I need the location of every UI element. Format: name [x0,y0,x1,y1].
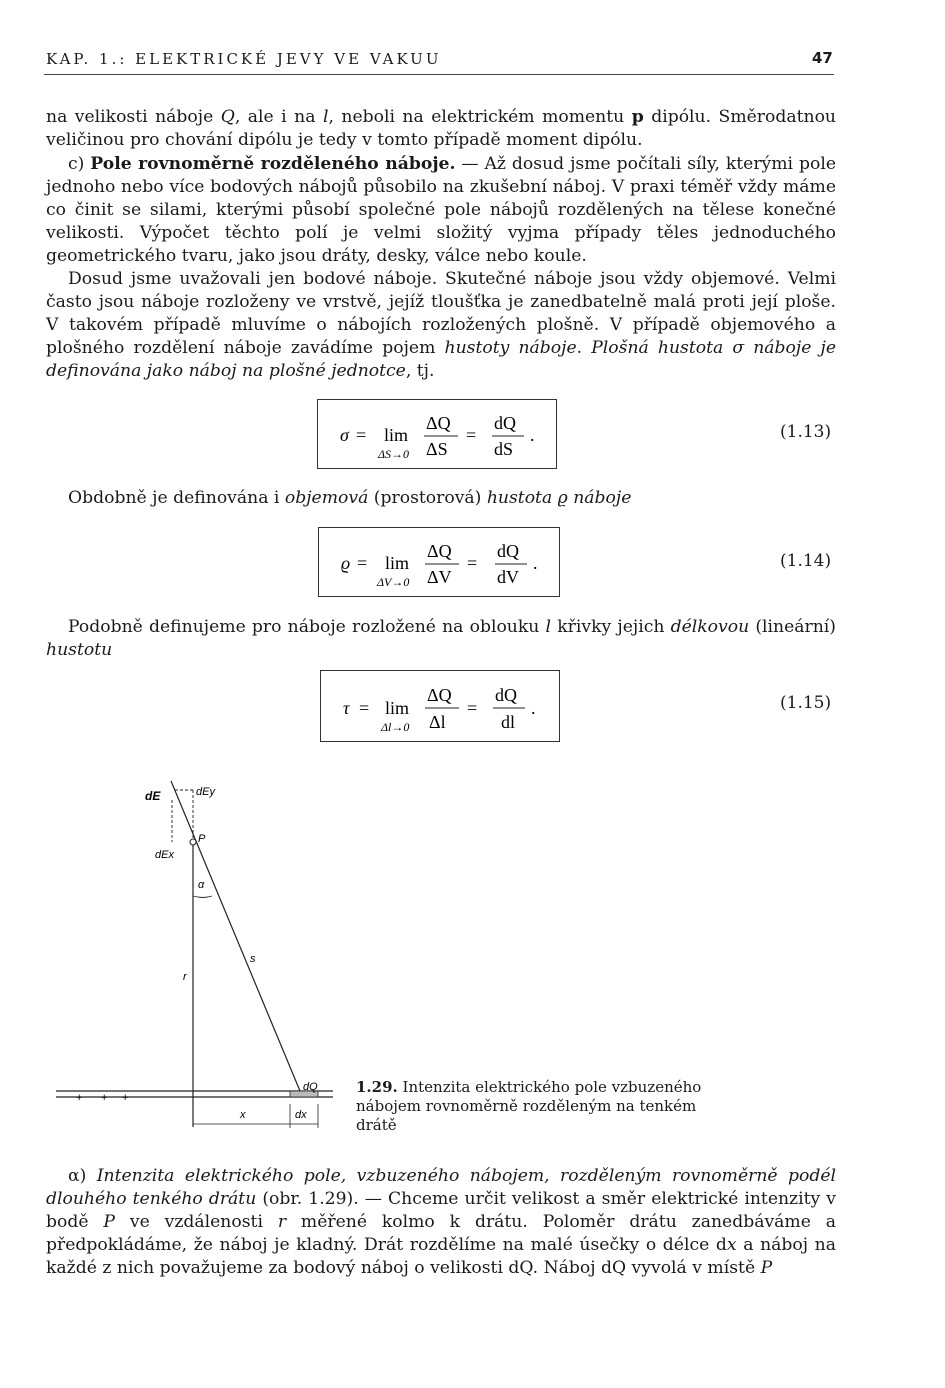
text-run: , neboli na elektrickém momentu [328,107,632,127]
italic-run: Intenzita elektrického pole, vzbuzeného nábojem, rozděleným rovnoměrně podél dlouhého tenkého drátu [46,1166,836,1209]
plus-sign: + [122,1092,129,1104]
label-alpha: α [198,879,205,891]
equation-number-1-15: (1.15) [780,693,832,713]
text-run: křivky jejich [551,617,671,637]
eq-denominator: dl [501,712,516,732]
caption-number: 1.29. [356,1078,398,1096]
eq-denominator: Δl [429,712,446,732]
eq-numerator: dQ [495,685,517,705]
text-run: dipólu. Směrodatnou veličinou pro chování dipólu je tedy v tomto případě moment dipólu. [46,107,837,150]
label-dex: dEx [155,849,174,861]
text-run: Dosud jsme uvažovali jen bodové náboje. Skutečné náboje jsou vždy objemové. Velmi často jsou náboje rozloženy ve vrstvě, jejíž tloušťka je zanedbatelně malá proti její ploše. V takovém případě mluvíme o nábojích rozložených plošně. V případě objemového a plošného rozdělení náboje zavádíme pojem [46,269,836,358]
italic-run: l [545,617,552,637]
eq-equals: = [357,553,368,573]
label-x: x [240,1109,246,1121]
plus-sign: + [101,1092,108,1104]
text-run: (lineární) [749,617,836,637]
italic-run: P [760,1258,773,1278]
bold-run: p [631,107,644,127]
italic-run: Plošná hustota σ náboje je definována jako náboj na plošné jednotce [46,338,837,381]
eq-denominator: ΔV [427,567,452,587]
italic-run: hustotu [46,640,113,660]
eq-lim-subscript: ΔV→0 [377,575,410,589]
eq-lim-subscript: ΔS→0 [378,447,410,461]
running-title: KAP. 1.: ELEKTRICKÉ JEVY VE VAKUU [46,50,442,68]
eq-lim: lim [384,425,409,445]
italic-run: P [103,1212,115,1232]
eq-lhs: τ [343,698,350,718]
caption-text: Intenzita elektrického pole vzbuzeného nábojem rovnoměrně rozděleným na tenkém drátě [356,1078,702,1134]
figure-caption [356,1078,741,1135]
text-run: c) [68,154,91,174]
italic-run: délkovou [670,617,750,637]
text-run: měřené kolmo k drátu. Poloměr drátu zanedbáváme a předpokládáme, že náboj je kladný. Drát rozdělíme na malé úsečky o délce d [46,1212,836,1255]
label-p: P [198,833,206,845]
eq-period: . [530,425,535,445]
eq-lim: lim [385,553,410,573]
label-r: r [183,971,187,983]
label-dey: dEy [196,786,215,798]
italic-run: r [277,1212,287,1232]
eq-numerator: ΔQ [427,685,452,705]
equation-number-1-13: (1.13) [780,422,832,442]
text-run: (obr. 1.29). — Chceme určit velikost a směr elektrické intenzity v bodě [46,1189,836,1232]
eq-numerator: ΔQ [426,413,451,433]
eq-numerator: dQ [494,413,516,433]
label-dq: dQ [303,1081,318,1093]
text-run: a náboj na každé z nich považujeme za bodový náboj o velikosti dQ. Náboj dQ vyvolá v místě [46,1235,836,1278]
text-run: ve vzdálenosti [114,1212,278,1232]
page-number: 47 [812,49,833,67]
text-run: na velikosti náboje [46,107,221,127]
italic-run: x [726,1235,737,1255]
text-run: , ale i na [234,107,323,127]
eq-equals: = [467,553,478,573]
angle-alpha-arc [193,896,212,898]
text-run: — Až dosud jsme počítali síly, kterými pole jednoho nebo více bodových nábojů působilo na zkušební náboj. V praxi téměř vždy máme co činit se silami, kterými působí společné pole nábojů rozdělených na tělese konečné velikosti. Výpočet těchto polí je velmi složitý vyjma případy těles jednoduchého geometrického tvaru, jako jsou dráty, desky, válce nebo koule. [46,154,837,266]
eq-denominator: dV [497,567,519,587]
label-de: dE [145,789,161,803]
text-run: . [576,338,592,358]
label-s: s [250,953,256,965]
eq-denominator: ΔS [426,439,448,459]
eq-lim: lim [385,698,410,718]
eq-numerator: ΔQ [427,541,452,561]
eq-equals: = [466,425,477,445]
text-run: , tj. [405,361,435,381]
italic-run: Q [220,107,235,127]
distance-s-line [171,781,300,1091]
text-run: Obdobně je definována i [68,488,285,508]
eq-lhs: σ [340,425,349,445]
point-p [190,839,196,845]
text-run: (prostorová) [368,488,487,508]
italic-run: objemová [284,488,369,508]
eq-denominator: dS [494,439,514,459]
eq-period: . [533,553,538,573]
paragraph-wire-field [46,1165,836,1280]
italic-run: hustoty náboje [444,338,577,358]
text-run: Podobně definujeme pro náboje rozložené na oblouku [68,617,546,637]
eq-numerator: dQ [497,541,519,561]
equation-number-1-14: (1.14) [780,551,832,571]
eq-equals: = [356,425,367,445]
eq-lim-subscript: Δl→0 [381,720,410,734]
italic-run: l [322,107,329,127]
section-heading: Pole rovnoměrně rozděleného náboje. [90,154,456,174]
italic-run: hustota ϱ náboje [486,488,632,508]
plus-sign: + [76,1092,83,1104]
eq-equals: = [359,698,370,718]
eq-period: . [531,698,536,718]
eq-lhs: ϱ [341,553,351,573]
text-run: α) [68,1166,97,1186]
label-dx: dx [295,1109,307,1121]
eq-equals: = [467,698,478,718]
